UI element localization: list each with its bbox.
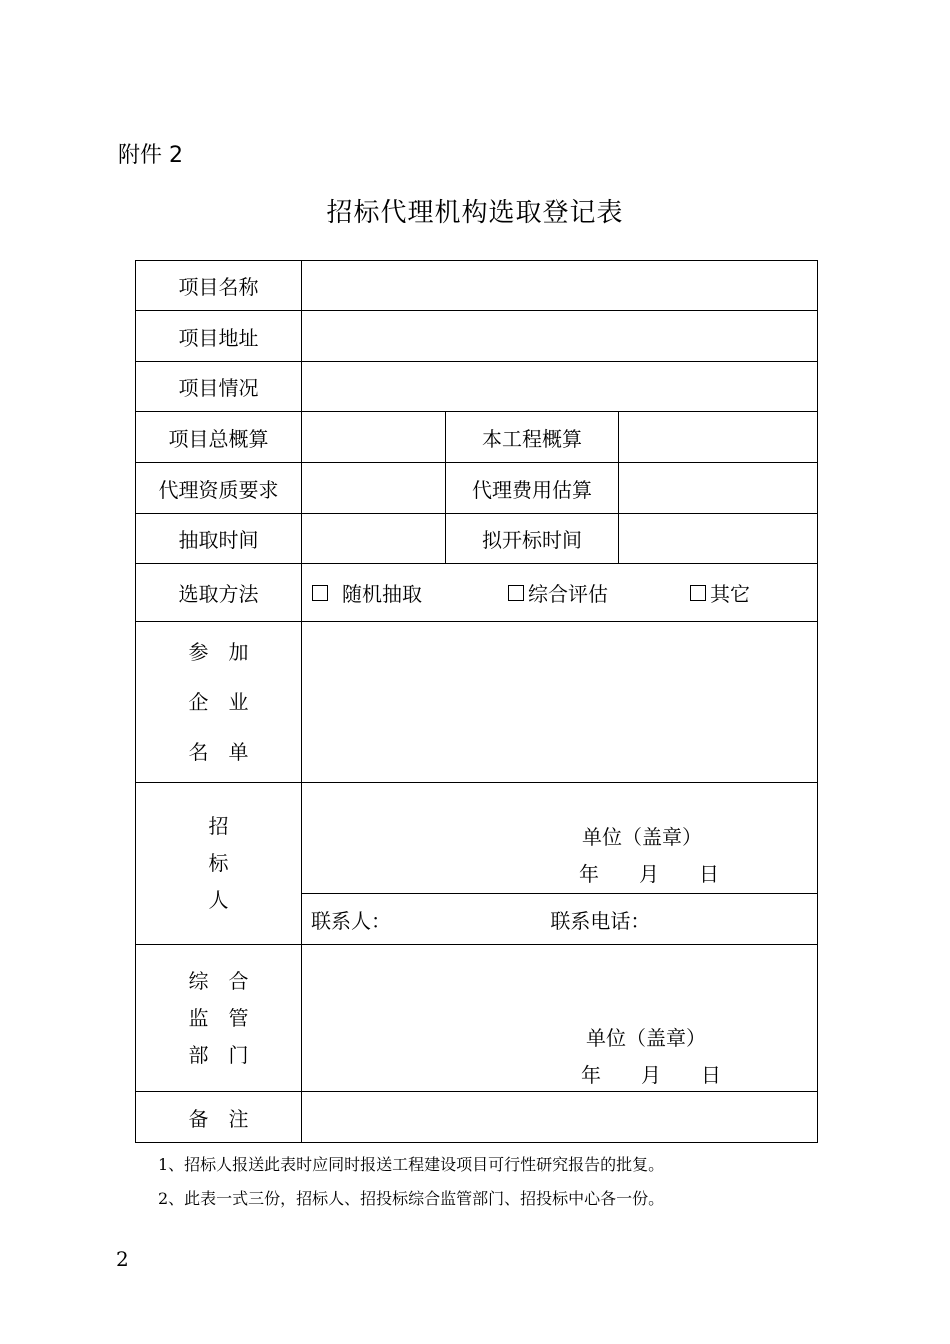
footnote-2: 2、此表一式三份，招标人、招投标综合监管部门、招投标中心各一份。: [158, 1189, 665, 1208]
total-budget-field[interactable]: [302, 412, 446, 463]
tenderer-label: [136, 783, 302, 945]
this-budget-label: 本工程概算: [446, 412, 619, 463]
checkbox-comprehensive[interactable]: [508, 585, 524, 601]
checkbox-random[interactable]: [312, 585, 328, 601]
project-name-label: 项目名称: [136, 261, 302, 311]
supervision-date-text: 年 月 日: [581, 1063, 721, 1087]
form-title: 招标代理机构选取登记表: [326, 198, 624, 228]
remarks-field[interactable]: [302, 1092, 818, 1143]
draw-time-label: 抽取时间: [136, 514, 302, 564]
participants-label: [136, 622, 302, 783]
tenderer-seal-text: 单位（盖章）: [582, 825, 702, 849]
bid-open-time-label: 拟开标时间: [446, 514, 619, 564]
contact-phone-label: 联系电话：: [550, 908, 651, 933]
project-address-field[interactable]: [302, 311, 818, 362]
selection-method-label: 选取方法: [136, 564, 302, 622]
option-comprehensive-label: 综合评估: [528, 582, 608, 606]
tenderer-label-char: 人: [208, 888, 229, 912]
tenderer-label-char: 招: [208, 814, 229, 838]
supervision-label: [136, 945, 302, 1092]
tenderer-label-char: 标: [208, 851, 229, 875]
supervision-seal-text: 单位（盖章）: [586, 1026, 706, 1050]
tenderer-seal-area[interactable]: [302, 783, 818, 894]
option-random-label: 随机抽取: [342, 582, 422, 606]
page-number: 2: [116, 1247, 129, 1271]
footnote-1: 1、招标人报送此表时应同时报送工程建设项目可行性研究报告的批复。: [158, 1155, 665, 1174]
participants-label-line: 企 业: [188, 690, 249, 714]
tenderer-date-text: 年 月 日: [579, 862, 719, 886]
bid-open-time-field[interactable]: [619, 514, 818, 564]
participants-label-line: 名 单: [188, 740, 249, 764]
agency-fee-label: 代理费用估算: [446, 463, 619, 514]
registration-form: [135, 260, 818, 1143]
project-address-label: 项目地址: [136, 311, 302, 362]
supervision-label-line: 综 合: [188, 968, 249, 993]
participants-label-line: 参 加: [188, 640, 249, 664]
participants-field[interactable]: [302, 622, 818, 783]
supervision-label-line: 部 门: [188, 1042, 249, 1067]
project-name-field[interactable]: [302, 261, 818, 311]
agency-qualification-label: 代理资质要求: [136, 463, 302, 514]
supervision-label-line: 监 管: [188, 1005, 249, 1030]
agency-fee-field[interactable]: [619, 463, 818, 514]
option-comprehensive[interactable]: [508, 578, 608, 607]
this-budget-field[interactable]: [619, 412, 818, 463]
option-random[interactable]: [312, 578, 422, 607]
option-other-label: 其它: [710, 582, 750, 606]
attachment-label: 附件 2: [118, 143, 183, 168]
project-situation-field[interactable]: [302, 362, 818, 412]
remarks-label: 备 注: [136, 1092, 302, 1143]
project-situation-label: 项目情况: [136, 362, 302, 412]
contact-person-label: 联系人：: [311, 908, 391, 933]
selection-method-options: [302, 564, 818, 622]
checkbox-other[interactable]: [690, 585, 706, 601]
agency-qualification-field[interactable]: [302, 463, 446, 514]
draw-time-field[interactable]: [302, 514, 446, 564]
tenderer-contact-row: [302, 894, 818, 945]
supervision-seal-area[interactable]: [302, 945, 818, 1092]
total-budget-label: 项目总概算: [136, 412, 302, 463]
option-other[interactable]: [690, 578, 750, 607]
